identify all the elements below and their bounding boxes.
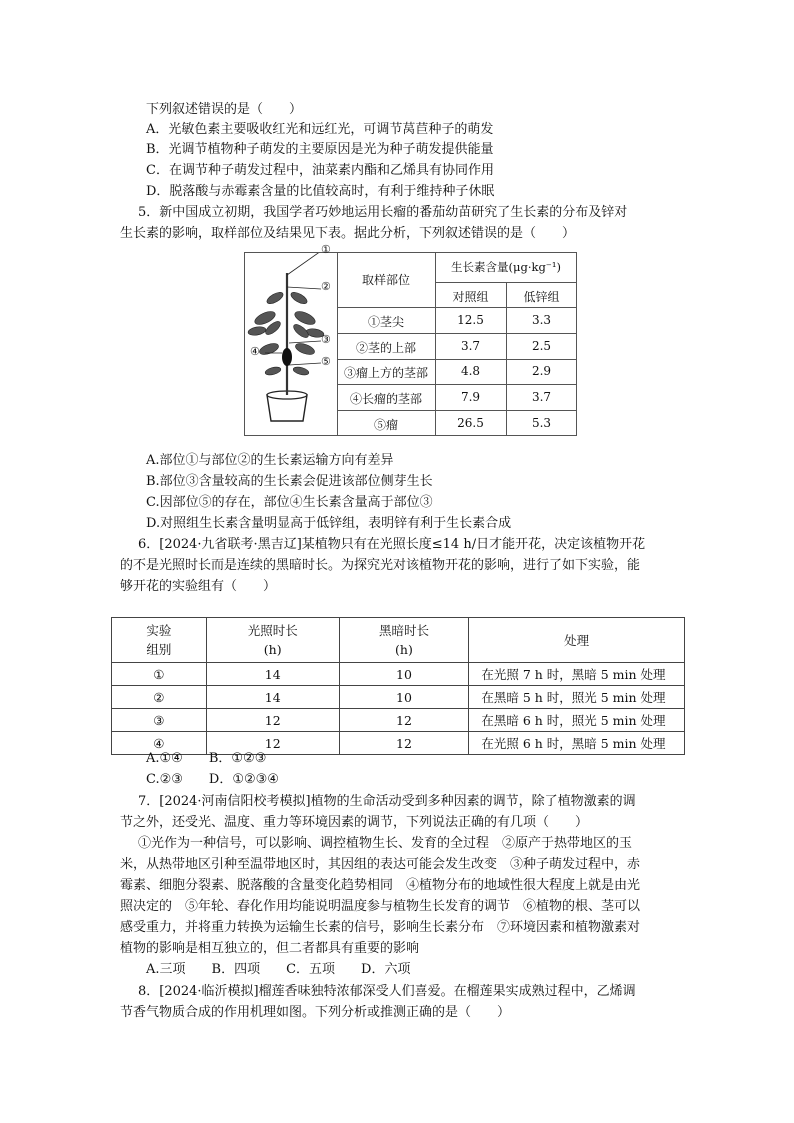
q4-option-a: A．光敏色素主要吸收红光和远红光，可调节莴苣种子的萌发 <box>146 122 494 137</box>
table-row <box>112 709 685 732</box>
header-auxin-content: 生长素含量(μg·kg⁻¹) <box>451 260 561 274</box>
q7-line2: 节之外，还受光、温度、重力等环境因素的调节，下列说法正确的有几项（ ） <box>120 815 589 830</box>
q6-stem-line1: 6．[2024·九省联考·黑吉辽]某植物只有在光照长度≤14 h/日才能开花，决定该植物开花 <box>138 537 646 552</box>
row5-part: ⑤瘤 <box>373 418 398 432</box>
header-control: 对照组 <box>452 290 489 304</box>
header-low-zinc: 低锌组 <box>523 290 560 304</box>
q7-line4: 米，从热带地区引种至温带地区时，其因组的表达可能会发生改变 ③种子萌发过程中，赤 <box>120 857 641 872</box>
q4-option-c: C．在调节种子萌发过程中，油菜素内酯和乙烯具有协同作用 <box>146 163 494 178</box>
q7-line8: 植物的影响是相互独立的，但二者都具有重要的影响 <box>120 941 420 956</box>
q6-experiment-table <box>111 617 685 755</box>
header-dark-hours: 黑暗时长 (h) <box>339 618 469 663</box>
q7-line5: 霉素、细胞分裂素、脱落酸的含量变化趋势相同 ④植物分布的地域性很大程度上就是由光 <box>120 878 641 893</box>
q5-figure-table <box>244 243 577 436</box>
row2-dark: 10 <box>339 686 469 709</box>
row2-part: ②茎的上部 <box>355 341 416 355</box>
q6-options-line1: A.①④ B．①②③ <box>146 751 267 766</box>
q8-stem-line1: 8．[2024·临沂模拟]榴莲香味独特浓郁深受人们喜爱。在榴莲果实成熟过程中，乙烯调 <box>138 984 636 999</box>
q5-option-a: A.部位①与部位②的生长素运输方向有差异 <box>146 453 394 468</box>
row1-low: 3.3 <box>531 313 552 327</box>
q5-option-d: D.对照组生长素含量明显高于低锌组，表明锌有利于生长素合成 <box>146 516 512 531</box>
q6-stem-line2: 的不是光照时长而是连续的黑暗时长。为探究光对该植物开花的影响，进行了如下实验，能 <box>120 558 641 573</box>
row1-part: ①茎尖 <box>367 315 404 329</box>
row3-control: 4.8 <box>460 364 481 378</box>
row3-light: 12 <box>206 709 339 732</box>
marker-5: ⑤ <box>321 355 331 368</box>
row3-treatment: 在黑暗 6 h 时，照光 5 min 处理 <box>469 709 685 732</box>
row1-dark: 10 <box>339 663 469 686</box>
row5-control: 26.5 <box>457 416 484 430</box>
row3-dark: 12 <box>339 709 469 732</box>
row4-group: ④ <box>112 732 207 755</box>
row1-control: 12.5 <box>457 313 484 327</box>
row4-treatment: 在光照 6 h 时，黑暗 5 min 处理 <box>469 732 685 755</box>
row1-light: 14 <box>206 663 339 686</box>
q8-stem-line2: 节香气物质合成的作用机理如图。下列分析或推测正确的是（ ） <box>120 1005 511 1020</box>
marker-1: ① <box>321 243 331 256</box>
q5-stem-line2: 生长素的影响，取样部位及结果见下表。据此分析，下列叙述错误的是（ ） <box>120 226 576 241</box>
q6-stem-line3: 够开花的实验组有（ ） <box>120 579 277 594</box>
row1-treatment: 在光照 7 h 时，黑暗 5 min 处理 <box>469 663 685 686</box>
table-row <box>112 663 685 686</box>
header-light-hours: 光照时长 (h) <box>206 618 339 663</box>
header-treatment: 处理 <box>469 618 685 663</box>
q5-stem-line1: 5．新中国成立初期，我国学者巧妙地运用长瘤的番茄幼苗研究了生长素的分布及锌对 <box>138 205 628 220</box>
q5-option-c: C.因部位⑤的存在，部位④生长素含量高于部位③ <box>146 495 433 510</box>
q4-option-d: D．脱落酸与赤霉素含量的比值较高时，有利于维持种子休眠 <box>146 184 495 199</box>
row4-control: 7.9 <box>460 390 481 404</box>
q6-options-line2: C.②③ D．①②③④ <box>146 772 279 787</box>
row4-low: 3.7 <box>531 390 552 404</box>
header-sample-part: 取样部位 <box>361 273 410 287</box>
row2-treatment: 在黑暗 5 h 时，照光 5 min 处理 <box>469 686 685 709</box>
row4-dark: 12 <box>339 732 469 755</box>
row1-group: ① <box>112 663 207 686</box>
marker-2: ② <box>321 280 331 293</box>
q7-options: A.三项 B．四项 C．五项 D．六项 <box>146 962 411 977</box>
header-group: 实验 组别 <box>112 618 207 663</box>
row2-control: 3.7 <box>460 339 481 353</box>
row4-part: ④长瘤的茎部 <box>349 392 422 406</box>
row2-group: ② <box>112 686 207 709</box>
row3-group: ③ <box>112 709 207 732</box>
q7-line1: 7．[2024·河南信阳校考模拟]植物的生命活动受到多种因素的调节，除了植物激素的调 <box>138 794 636 809</box>
q5-option-b: B.部位③含量较高的生长素会促进该部位侧芽生长 <box>146 474 433 489</box>
marker-4: ④ <box>250 345 260 358</box>
row4-light: 12 <box>206 732 339 755</box>
q4-option-b: B．光调节植物种子萌发的主要原因是光为种子萌发提供能量 <box>146 142 494 157</box>
q7-line6: 照决定的 ⑤年轮、春化作用均能说明温度参与植物生长发育的调节 ⑥植物的根、茎可以 <box>120 899 641 914</box>
q7-line7: 感受重力，并将重力转换为运输生长素的信号，影响生长素分布 ⑦环境因素和植物激素对 <box>120 920 641 935</box>
row3-low: 2.9 <box>531 364 552 378</box>
q4-stem: 下列叙述错误的是（ ） <box>146 102 303 117</box>
row2-low: 2.5 <box>531 339 552 353</box>
q7-line3: ①光作为一种信号，可以影响、调控植物生长、发育的全过程 ②原产于热带地区的玉 <box>138 836 633 851</box>
row3-part: ③瘤上方的茎部 <box>343 366 428 380</box>
marker-3: ③ <box>321 333 331 346</box>
table-row <box>112 686 685 709</box>
row2-light: 14 <box>206 686 339 709</box>
row5-low: 5.3 <box>531 416 552 430</box>
